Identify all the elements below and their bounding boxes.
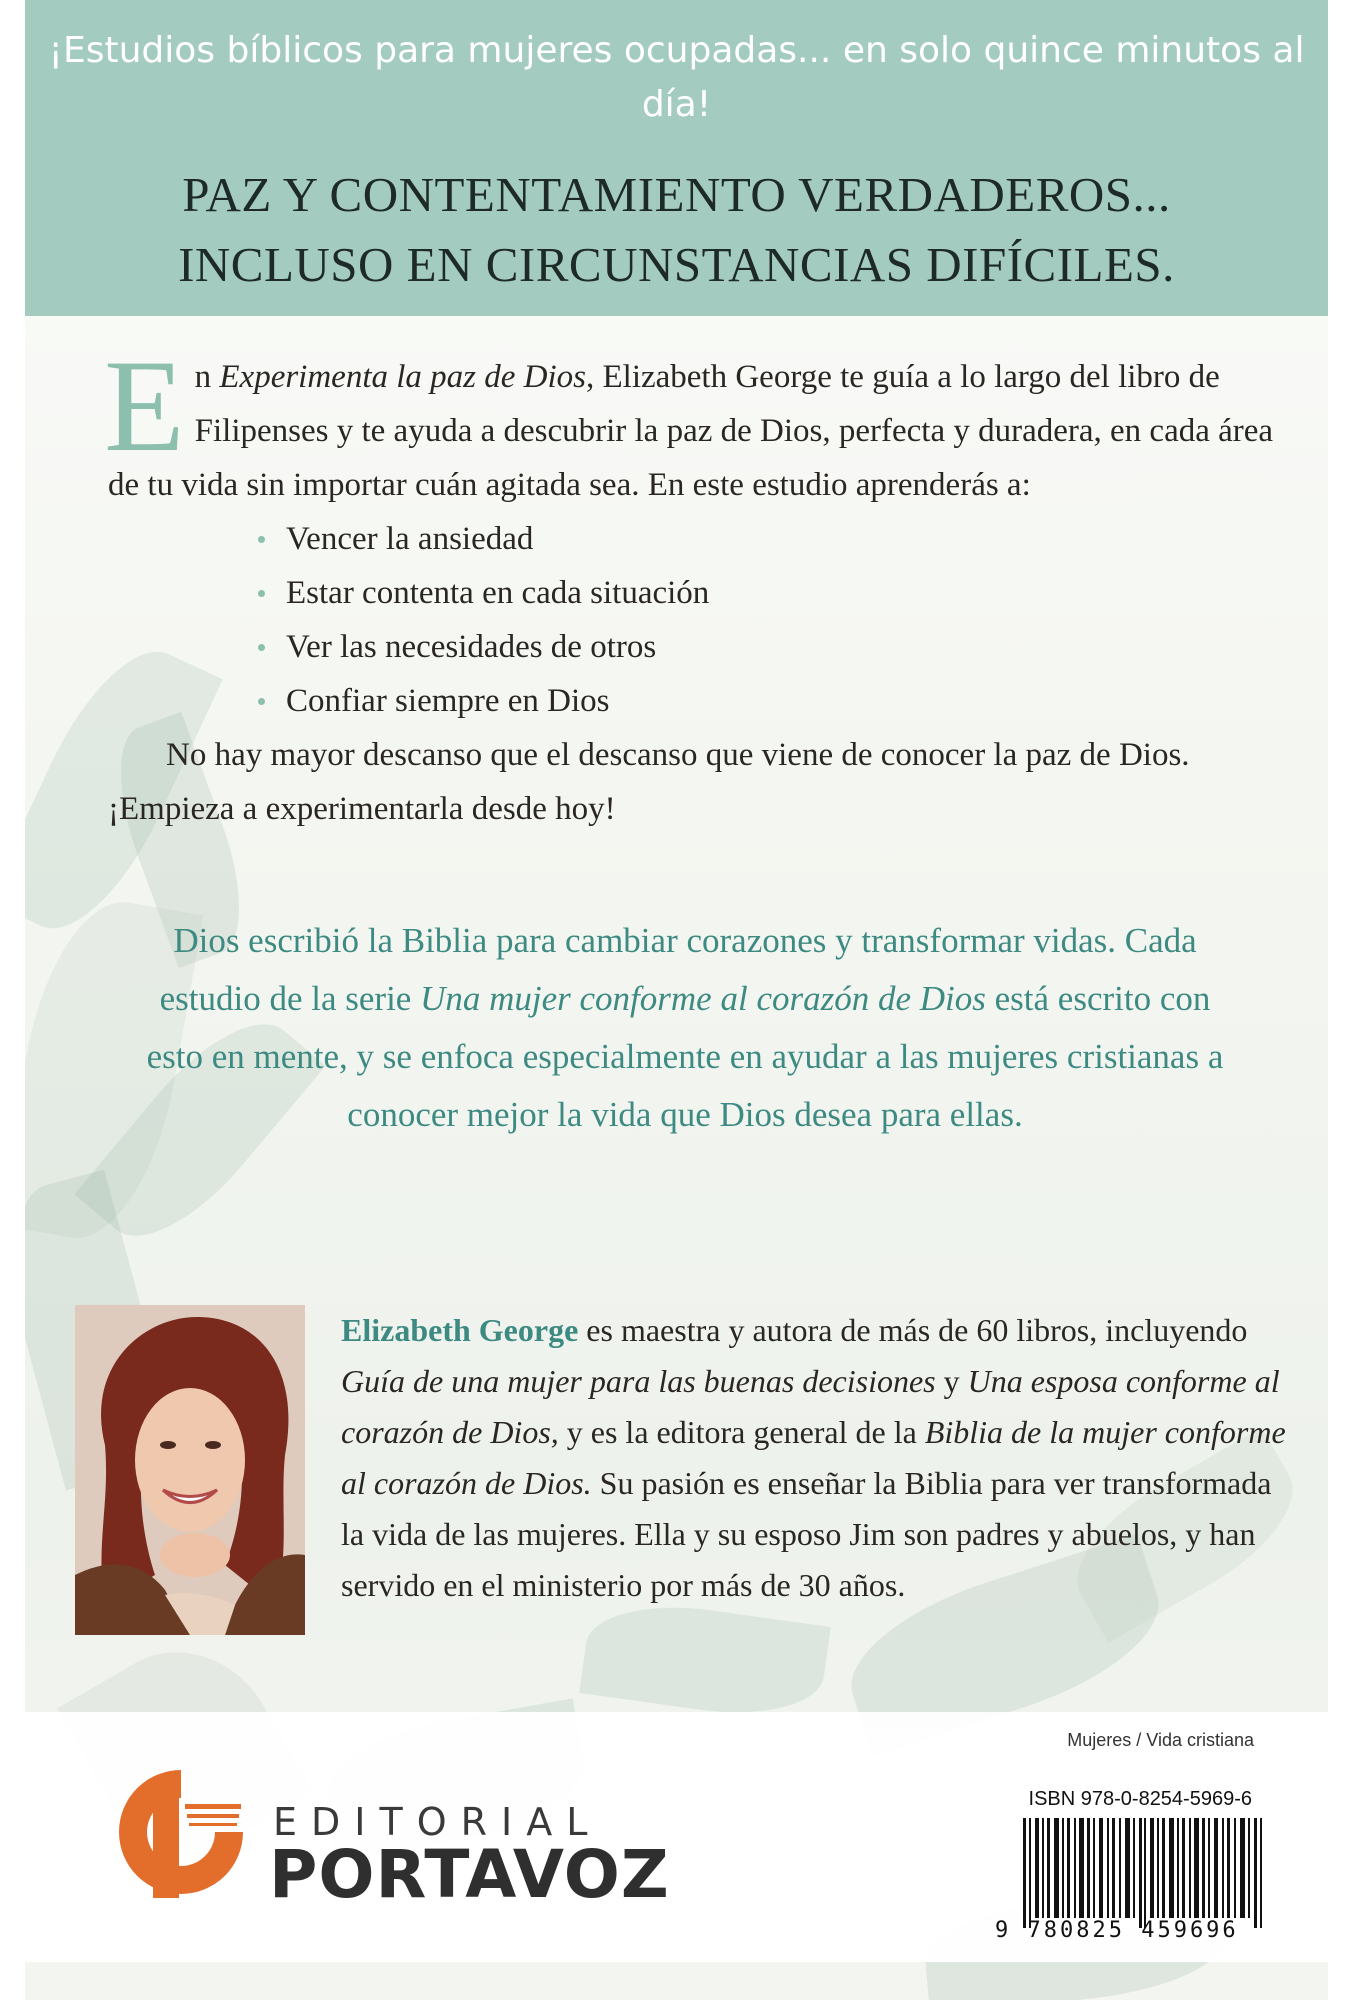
publisher-line-2: PORTAVOZ (269, 1836, 670, 1913)
author-bio (341, 1305, 1301, 1611)
series-text-2: está escrito con esto en mente, y se enfoca especialmente en ayudar a las mujeres cristianas a conocer mejor la vida que Dios desea para ellas. (146, 979, 1224, 1134)
series-title: Una mujer conforme al corazón de Dios (420, 979, 986, 1018)
intro-lead: n (194, 359, 220, 395)
back-cover (25, 0, 1328, 2000)
portavoz-logo-icon (111, 1762, 251, 1902)
bio-book-1: Guía de una mujer para las buenas decisiones (341, 1363, 936, 1399)
learning-list (258, 512, 1288, 728)
series-text-1: Dios escribió la Biblia para cambiar corazones y transformar vidas. Cada estudio de la serie (159, 921, 1197, 1018)
top-banner (25, 0, 1328, 316)
list-item: Vencer la ansiedad (258, 512, 1288, 566)
list-item: Estar contenta en cada situación (258, 566, 1288, 620)
intro-paragraph (104, 332, 1288, 512)
intro-section (104, 332, 1288, 836)
bio-text-2: y (935, 1363, 968, 1399)
intro-text: , Elizabeth George te guía a lo largo del libro de Filipenses y te ayuda a descubrir la paz de Dios, perfecta y duradera, en cada área de tu vida sin importar cuán agitada sea. En este estudio aprenderás a: (108, 359, 1274, 503)
bio-text-4: Su pasión es enseñar la Biblia para ver transformada la vida de las mujeres. Ella y su esposo Jim son padres y abuelos, y han servido en el ministerio por más de 30 años. (341, 1465, 1272, 1603)
author-name: Elizabeth George (341, 1312, 579, 1348)
book-title: Experimenta la paz de Dios (219, 359, 586, 395)
bio-book-2: Una esposa conforme al corazón de Dios, (341, 1363, 1280, 1450)
list-item: Confiar siempre en Dios (258, 674, 1288, 728)
bio-text-3: y es la editora general de la (558, 1414, 925, 1450)
bio-text-1: es maestra y autora de más de 60 libros, incluyendo (578, 1312, 1248, 1348)
author-photo (75, 1305, 305, 1635)
bio-book-3: Biblia de la mujer conforme al corazón de Dios. (341, 1414, 1286, 1501)
drop-cap: E (104, 332, 185, 479)
headline (25, 160, 1328, 300)
tagline: ¡Estudios bíblicos para mujeres ocupadas... en solo quince minutos al día! (48, 30, 1305, 125)
barcode-number: 9 780825 459696 (995, 1918, 1239, 1943)
series-description (145, 912, 1225, 1144)
isbn: ISBN 978-0-8254-5969-6 (1028, 1788, 1252, 1810)
category-label: Mujeres / Vida cristiana (1067, 1730, 1254, 1750)
barcode (1021, 1818, 1263, 1928)
headline-line-1: PAZ Y CONTENTAMIENTO VERDADEROS... (182, 167, 1171, 222)
publisher-line-1: EDITORIAL (273, 1800, 602, 1844)
list-item: Ver las necesidades de otros (258, 620, 1288, 674)
closing-paragraph: No hay mayor descanso que el descanso que viene de conocer la paz de Dios. ¡Empieza a experimentarla desde hoy! (108, 737, 1190, 827)
headline-line-2: INCLUSO EN CIRCUNSTANCIAS DIFÍCILES. (178, 237, 1175, 292)
publisher-strip (25, 1712, 1328, 1962)
